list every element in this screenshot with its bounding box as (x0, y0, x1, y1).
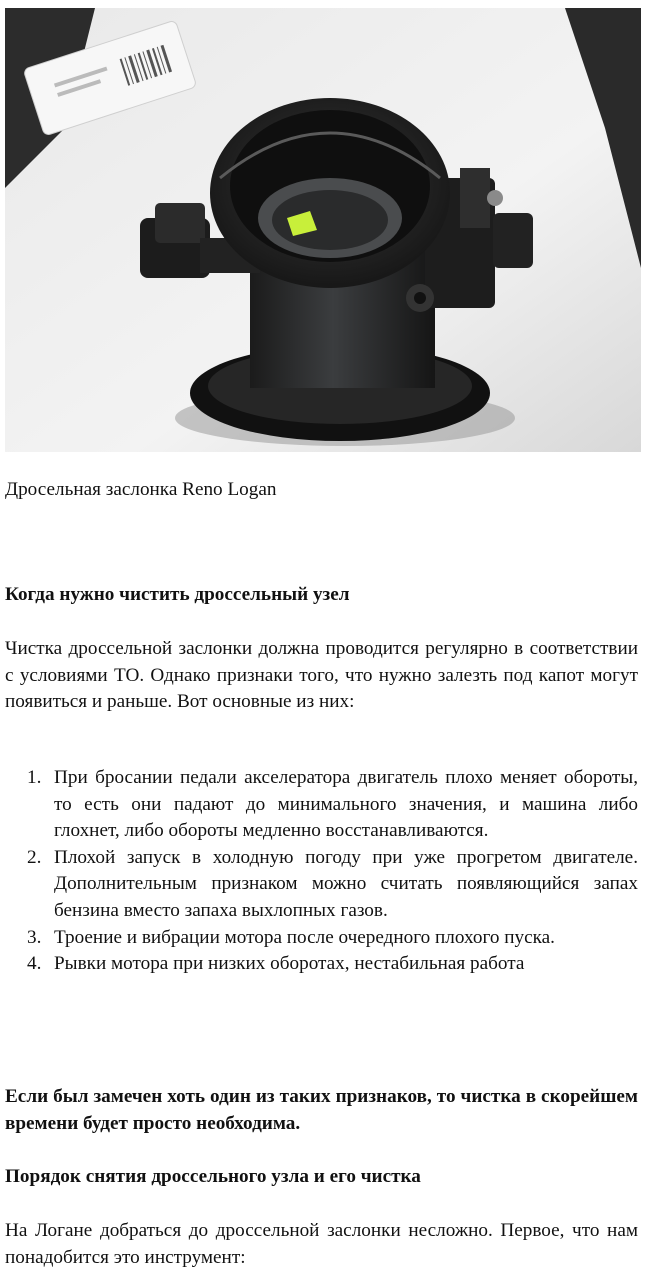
list-item-number: 4. (27, 953, 42, 975)
important-note: Если был замечен хоть один из таких признаков, то чистка в скорейшем времени будет просто необходима. (5, 1086, 638, 1134)
list-item-text: Троение и вибрации мотора после очередного плохого пуска. (54, 926, 555, 948)
list-item-text: При бросании педали акселератора двигатель плохо меняет обороты, то есть они падают до минимального значения, и машина либо глохнет, либо обороты медленно восстанавливаются. (54, 767, 638, 842)
list-item (5, 845, 638, 925)
list-item (5, 765, 638, 845)
symptoms-list (5, 765, 638, 978)
section-heading-when-to-clean: Когда нужно чистить дроссельный узел (5, 584, 350, 605)
list-item-text: Рывки мотора при низких оборотах, нестабильная работа (54, 953, 525, 975)
removal-paragraph: На Логане добраться до дроссельной заслонки несложно. Первое, что нам понадобится это инструмент: (5, 1220, 638, 1268)
section-heading-removal: Порядок снятия дроссельного узла и его чистка (5, 1166, 421, 1187)
list-item-number: 1. (27, 767, 42, 788)
throttle-body-illustration (5, 8, 641, 452)
list-item-number: 2. (27, 846, 42, 868)
throttle-body-photo (5, 8, 641, 452)
list-item-text: Плохой запуск в холодную погоду при уже прогретом двигателе. Дополнительным признаком можно считать появляющийся запах бензина вместо запаха выхлопных газов. (54, 846, 638, 921)
intro-paragraph: Чистка дроссельной заслонки должна проводится регулярно в соответствии с условиями ТО. Однако признаки того, что нужно залезть под капот могут появиться и раньше. Вот основные из них: (5, 638, 638, 713)
list-item-number: 3. (27, 926, 42, 948)
photo-caption: Дросельная заслонка Reno Logan (5, 479, 277, 500)
list-item (5, 951, 638, 978)
list-item (5, 925, 638, 952)
